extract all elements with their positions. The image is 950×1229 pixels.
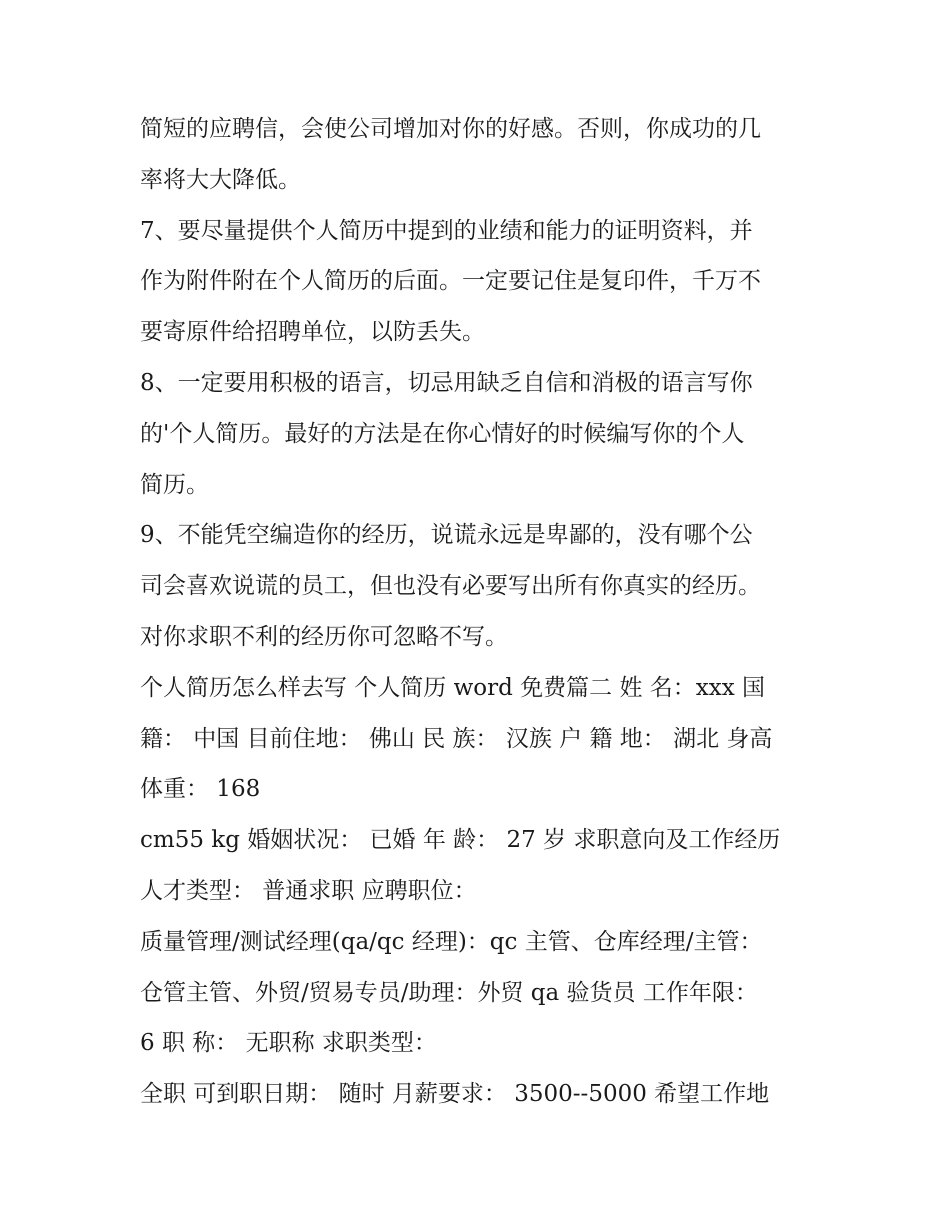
text-line: 8、一定要用积极的语言，切忌用缺乏自信和消极的语言写你 (140, 369, 753, 396)
text-line: 对你求职不利的经历你可忽略不写。 (140, 623, 508, 650)
text-line: 的'个人简历。最好的方法是在你心情好的时候编写你的个人 (140, 420, 745, 447)
text-line: 率将大大降低。 (140, 166, 301, 193)
text-line: 作为附件附在个人简历的后面。一定要记住是复印件，千万不 (140, 268, 761, 295)
text-line: 仓管主管、外贸/贸易专员/助理：外贸 qa 验货员 工作年限： (140, 979, 758, 1006)
text-line: 7、要尽量提供个人简历中提到的业绩和能力的证明资料，并 (140, 217, 753, 244)
text-line: 简短的应聘信，会使公司增加对你的好感。否则，你成功的几 (140, 116, 761, 142)
text-line: 人才类型： 普通求职 应聘职位： (140, 877, 477, 904)
text-line: 个人简历怎么样去写 个人简历 word 免费篇二 姓 名：xxx 国 (140, 674, 766, 701)
document-body (140, 104, 820, 1120)
text-line: 体重： 168 (140, 776, 261, 803)
text-line: 9、不能凭空编造你的经历，说谎永远是卑鄙的，没有哪个公 (140, 522, 753, 549)
text-line: 质量管理/测试经理(qa/qc 经理)：qc 主管、仓库经理/主管： (140, 928, 763, 955)
text-line: 要寄原件给招聘单位，以防丢失。 (140, 319, 485, 346)
text-line: cm55 kg 婚姻状况： 已婚 年 龄： 27 岁 求职意向及工作经历 (140, 827, 781, 854)
text-line: 6 职 称： 无职称 求职类型： (140, 1030, 437, 1057)
text-line: 全职 可到职日期： 随时 月薪要求： 3500--5000 希望工作地 (140, 1081, 770, 1108)
text-line: 简历。 (140, 471, 209, 498)
text-line: 籍： 中国 目前住地： 佛山 民 族： 汉族 户 籍 地： 湖北 身高 (140, 725, 773, 752)
text-line: 司会喜欢说谎的员工，但也没有必要写出所有你真实的经历。 (140, 573, 761, 600)
